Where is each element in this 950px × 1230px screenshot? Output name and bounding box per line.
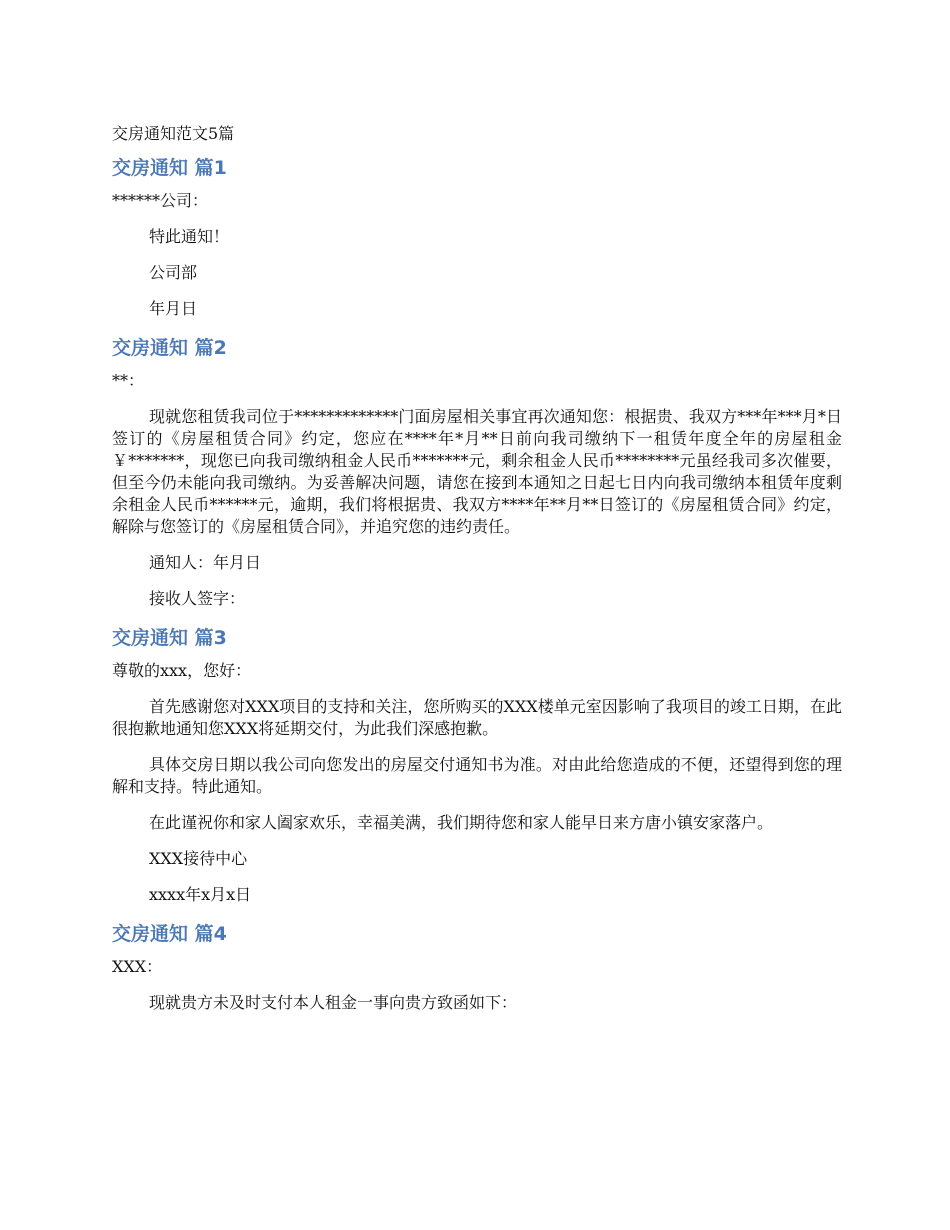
salutation: ******公司： — [112, 191, 209, 210]
paragraph: xxxx年x月x日 — [149, 885, 252, 904]
paragraph: 现就贵方未及时支付本人租金一事向贵方致函如下： — [149, 993, 518, 1012]
document-page — [112, 122, 842, 1028]
salutation: **： — [112, 371, 145, 390]
section-4 — [112, 921, 842, 1014]
section-3 — [112, 625, 842, 906]
paragraph: 公司部 — [149, 263, 198, 282]
section-heading: 交房通知 篇2 — [112, 337, 227, 359]
section-heading: 交房通知 篇4 — [112, 923, 227, 945]
paragraph: 年月日 — [149, 299, 198, 318]
paragraph: 首先感谢您对XXX项目的支持和关注，您所购买的XXX楼单元室因影响了我项目的竣工日期，在此很抱歉地通知您XXX将延期交付，为此我们深感抱歉。 — [112, 697, 842, 738]
paragraph: 在此谨祝你和家人阖家欢乐，幸福美满，我们期待您和家人能早日来方唐小镇安家落户。 — [149, 813, 774, 832]
paragraph: 接收人签字： — [149, 589, 246, 608]
paragraph: 现就您租赁我司位于*************门面房屋相关事宜再次通知您：根据贵、我双方***年***月*日签订的《房屋租赁合同》约定，您应在****年*月**日前向我司缴纳下一租赁年度全年的房屋租金￥*******，现您已向我司缴纳租金人民币*******元，剩余租金人民币********元虽经我司多次催要，但至今仍未能向我司缴纳。为妥善解决问题，请您在接到本通知之日起七日内向我司缴纳本租赁年度剩余租金人民币******元，逾期，我们将根据贵、我双方****年**月**日签订的《房屋租赁合同》约定，解除与您签订的《房屋租赁合同》，并追究您的违约责任。 — [112, 407, 842, 536]
section-heading: 交房通知 篇3 — [112, 627, 227, 649]
paragraph: 通知人：年月日 — [149, 553, 262, 572]
section-2 — [112, 335, 842, 610]
document-title: 交房通知范文5篇 — [112, 124, 235, 143]
section-heading: 交房通知 篇1 — [112, 157, 227, 179]
section-1 — [112, 155, 842, 320]
paragraph: 特此通知！ — [149, 227, 230, 246]
salutation: 尊敬的xxx，您好： — [112, 661, 252, 680]
paragraph: XXX接待中心 — [149, 849, 248, 868]
paragraph: 具体交房日期以我公司向您发出的房屋交付通知书为准。对由此给您造成的不便，还望得到您的理解和支持。特此通知。 — [112, 755, 842, 796]
salutation: XXX： — [112, 957, 163, 976]
